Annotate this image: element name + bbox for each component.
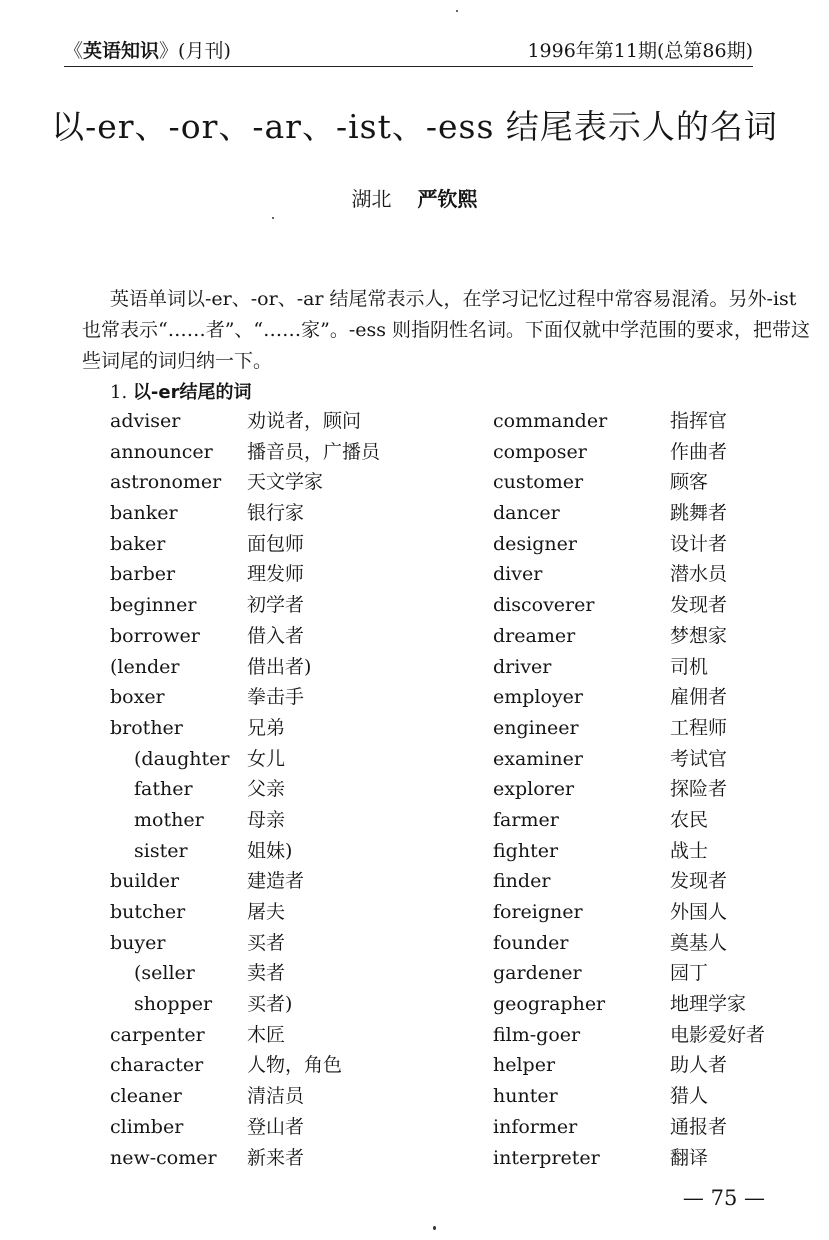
- word-entry: [493, 1081, 823, 1112]
- chinese-meaning: 发现者: [670, 870, 728, 893]
- chinese-meaning: 姐妹): [247, 839, 293, 862]
- word-entry: [493, 866, 823, 897]
- english-word: foreigner: [493, 901, 583, 923]
- chinese-meaning: 买者: [247, 931, 286, 954]
- word-entry: [110, 836, 440, 867]
- chinese-meaning: 清洁员: [247, 1085, 305, 1108]
- word-entry: [110, 866, 440, 897]
- chinese-meaning: 借出者): [247, 655, 312, 678]
- chinese-meaning: 通报者: [670, 1115, 728, 1138]
- chinese-meaning: 女儿: [247, 747, 286, 770]
- chinese-meaning: 兄弟: [247, 716, 286, 739]
- chinese-meaning: 买者): [247, 993, 293, 1016]
- word-entry: [110, 498, 440, 529]
- english-word: shopper: [134, 993, 213, 1016]
- chinese-meaning: 司机: [670, 655, 709, 678]
- english-word: geographer: [493, 993, 606, 1016]
- english-word: character: [110, 1054, 204, 1077]
- english-word: father: [134, 778, 193, 801]
- scan-speck: [272, 217, 274, 219]
- english-word: cleaner: [110, 1085, 182, 1108]
- word-entry: [110, 897, 440, 928]
- chinese-meaning: 电影爱好者: [670, 1023, 766, 1046]
- word-entry: [493, 1050, 823, 1081]
- author-name: 严钦熙: [417, 187, 478, 211]
- english-word: carpenter: [110, 1023, 205, 1046]
- word-entry: [110, 437, 440, 468]
- chinese-meaning: 播音员，广播员: [247, 440, 381, 463]
- chinese-meaning: 屠夫: [247, 901, 286, 923]
- english-word: commander: [493, 410, 608, 432]
- chinese-meaning: 卖者: [247, 962, 286, 985]
- english-word: founder: [493, 931, 569, 954]
- chinese-meaning: 发现者: [670, 594, 728, 617]
- word-entry: [493, 467, 823, 498]
- section-suffix: 以-er: [132, 382, 180, 403]
- english-word: explorer: [493, 778, 575, 801]
- chinese-meaning: 潜水员: [670, 563, 728, 586]
- english-word: astronomer: [110, 471, 222, 494]
- english-word: customer: [493, 471, 584, 494]
- english-word: builder: [110, 870, 180, 893]
- chinese-meaning: 新来者: [247, 1146, 305, 1169]
- word-entry: [493, 836, 823, 867]
- chinese-meaning: 翻译: [670, 1146, 709, 1169]
- scan-speck: [433, 1226, 436, 1230]
- byline: [0, 186, 829, 212]
- right-word-column: [493, 406, 823, 1173]
- word-entry: [110, 559, 440, 590]
- chinese-meaning: 借入者: [247, 624, 305, 647]
- chinese-meaning: 劝说者，顾问: [247, 410, 362, 432]
- word-entry: [110, 1143, 440, 1174]
- english-word: engineer: [493, 716, 579, 739]
- issue-label: 1996年第11期(总第86期): [527, 40, 753, 62]
- english-word: butcher: [110, 901, 186, 923]
- word-entry: [493, 652, 823, 683]
- chinese-meaning: 拳击手: [247, 686, 305, 709]
- chinese-meaning: 作曲者: [670, 440, 728, 463]
- english-word: employer: [493, 686, 583, 709]
- word-entry: [493, 1112, 823, 1143]
- word-entry: [110, 1020, 440, 1051]
- chinese-meaning: 登山者: [247, 1115, 305, 1138]
- chinese-meaning: 探险者: [670, 778, 728, 801]
- word-entry: [493, 437, 823, 468]
- chinese-meaning: 面包师: [247, 532, 305, 555]
- word-entry: [493, 559, 823, 590]
- word-entry: [110, 652, 440, 683]
- chinese-meaning: 母亲: [247, 808, 286, 831]
- chinese-meaning: 园丁: [670, 962, 709, 985]
- english-word: boxer: [110, 686, 165, 709]
- chinese-meaning: 理发师: [247, 563, 305, 586]
- chinese-meaning: 顾客: [670, 471, 709, 494]
- word-entry: [110, 744, 440, 775]
- english-word: diver: [493, 563, 543, 586]
- word-entry: [110, 529, 440, 560]
- chinese-meaning: 外国人: [670, 901, 728, 923]
- english-word: interpreter: [493, 1146, 600, 1169]
- chinese-meaning: 设计者: [670, 532, 728, 555]
- chinese-meaning: 父亲: [247, 778, 286, 801]
- english-word: dancer: [493, 502, 560, 525]
- word-entry: [493, 713, 823, 744]
- word-entry: [110, 406, 440, 437]
- author-region: 湖北: [351, 187, 392, 211]
- word-entry: [493, 590, 823, 621]
- english-word: film-goer: [493, 1023, 581, 1046]
- english-word: (seller: [134, 962, 195, 985]
- chinese-meaning: 奠基人: [670, 931, 728, 954]
- word-entry: [110, 590, 440, 621]
- word-entry: [110, 1081, 440, 1112]
- section-number: 1.: [110, 382, 128, 403]
- english-word: designer: [493, 532, 577, 555]
- journal-frequency: 》(月刊): [159, 40, 231, 62]
- english-word: dreamer: [493, 624, 576, 647]
- word-entry: [493, 1143, 823, 1174]
- word-entry: [110, 1050, 440, 1081]
- word-entry: [493, 406, 823, 437]
- english-word: brother: [110, 716, 183, 739]
- english-word: sister: [134, 839, 188, 862]
- chinese-meaning: 人物，角色: [247, 1054, 343, 1077]
- english-word: adviser: [110, 410, 181, 432]
- english-word: discoverer: [493, 594, 595, 617]
- chinese-meaning: 初学者: [247, 594, 305, 617]
- word-entry: [493, 897, 823, 928]
- word-entry: [110, 1112, 440, 1143]
- english-word: mother: [134, 808, 204, 831]
- word-entry: [110, 467, 440, 498]
- word-entry: [110, 989, 440, 1020]
- chinese-meaning: 猎人: [670, 1085, 709, 1108]
- english-word: new-comer: [110, 1146, 217, 1169]
- word-entry: [110, 713, 440, 744]
- chinese-meaning: 跳舞者: [670, 502, 728, 525]
- english-word: barber: [110, 563, 176, 586]
- word-entry: [493, 1020, 823, 1051]
- left-word-column: [110, 406, 440, 1173]
- word-entry: [493, 744, 823, 775]
- page-number: — 75 —: [682, 1186, 765, 1210]
- chinese-meaning: 银行家: [247, 502, 305, 525]
- chinese-meaning: 雇佣者: [670, 686, 728, 709]
- journal-name-text: 英语知识: [83, 40, 160, 62]
- word-entry: [110, 928, 440, 959]
- chinese-meaning: 助人者: [670, 1054, 728, 1077]
- word-entry: [493, 805, 823, 836]
- journal-name-open-bracket: 《: [64, 40, 84, 62]
- english-word: banker: [110, 502, 178, 525]
- word-entry: [493, 958, 823, 989]
- english-word: examiner: [493, 747, 583, 770]
- scan-speck: [456, 10, 458, 12]
- section-label: 结尾的词: [179, 382, 252, 403]
- chinese-meaning: 梦想家: [670, 624, 728, 647]
- chinese-meaning: 木匠: [247, 1023, 286, 1046]
- word-entry: [493, 621, 823, 652]
- english-word: farmer: [493, 808, 559, 831]
- word-entry: [110, 774, 440, 805]
- english-word: beginner: [110, 594, 197, 617]
- chinese-meaning: 工程师: [670, 716, 728, 739]
- chinese-meaning: 天文学家: [247, 471, 324, 494]
- section-heading: [110, 381, 251, 405]
- chinese-meaning: 农民: [670, 808, 709, 831]
- english-word: baker: [110, 532, 166, 555]
- chinese-meaning: 战士: [670, 839, 709, 862]
- english-word: helper: [493, 1054, 556, 1077]
- english-word: informer: [493, 1115, 578, 1138]
- word-entry: [110, 682, 440, 713]
- word-entry: [493, 989, 823, 1020]
- header-divider: [64, 66, 753, 67]
- chinese-meaning: 考试官: [670, 747, 728, 770]
- english-word: (daughter: [134, 747, 230, 770]
- english-word: (lender: [110, 655, 180, 678]
- word-entry: [110, 805, 440, 836]
- english-word: buyer: [110, 931, 166, 954]
- word-entry: [493, 529, 823, 560]
- chinese-meaning: 建造者: [247, 870, 305, 893]
- english-word: composer: [493, 440, 587, 463]
- word-entry: [493, 928, 823, 959]
- chinese-meaning: 地理学家: [670, 993, 747, 1016]
- english-word: announcer: [110, 440, 213, 463]
- english-word: driver: [493, 655, 552, 678]
- article-title: 以-er、-or、-ar、-ist、-ess 结尾表示人的名词: [51, 107, 778, 146]
- english-word: finder: [493, 870, 551, 893]
- english-word: gardener: [493, 962, 582, 985]
- english-word: climber: [110, 1115, 184, 1138]
- chinese-meaning: 指挥官: [670, 410, 728, 432]
- journal-name: [64, 39, 231, 63]
- intro-paragraph: 英语单词以-er、-or、-ar 结尾常表示人，在学习记忆过程中常容易混淆。另外-ist 也常表示“……者”、“……家”。-ess 则指阴性名词。下面仅就中学范围的要求，把带这些词尾的词归纳一下。: [82, 288, 811, 372]
- english-word: hunter: [493, 1085, 558, 1108]
- english-word: fighter: [493, 839, 559, 862]
- word-entry: [493, 498, 823, 529]
- english-word: borrower: [110, 624, 200, 647]
- word-entry: [493, 682, 823, 713]
- word-entry: [493, 774, 823, 805]
- word-entry: [110, 958, 440, 989]
- word-entry: [110, 621, 440, 652]
